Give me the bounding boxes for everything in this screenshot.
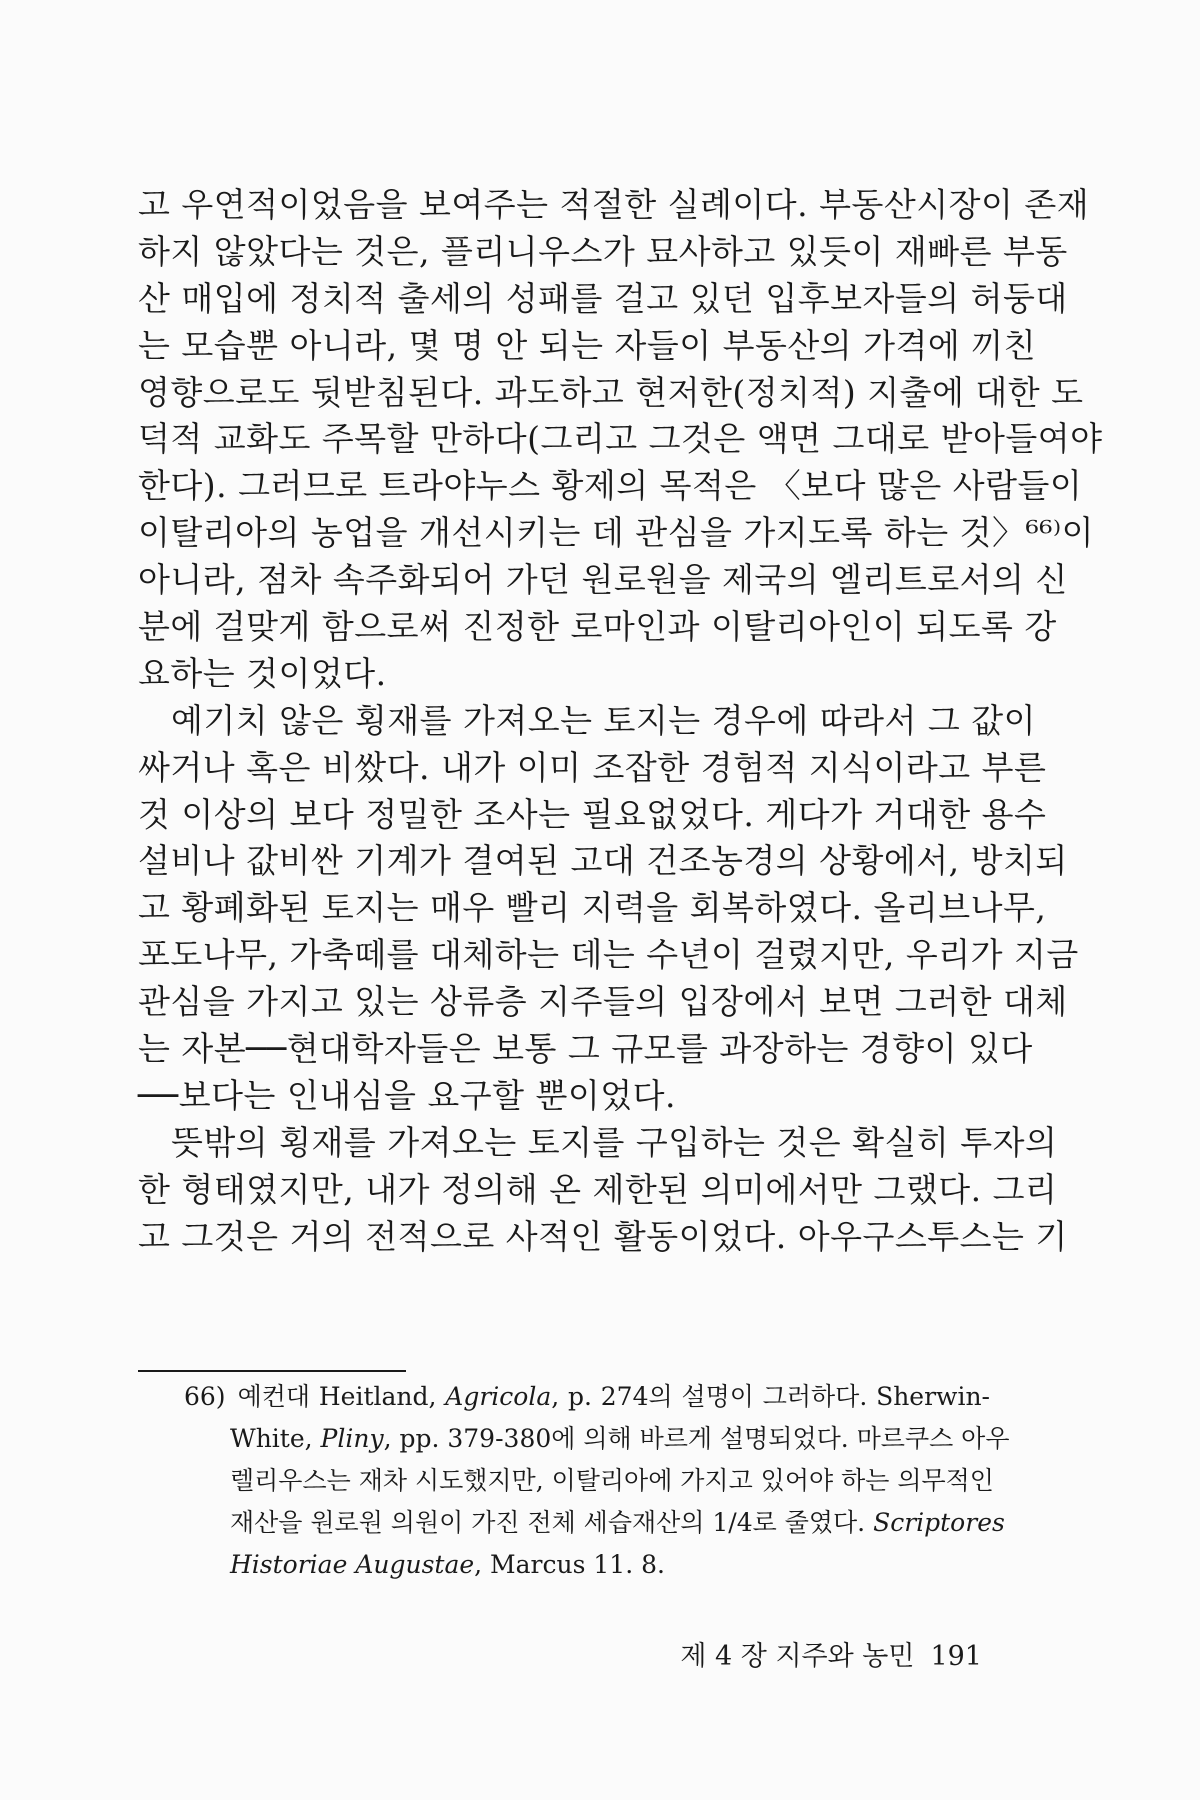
footnote-divider (138, 1370, 406, 1372)
body-line: 싸거나 혹은 비쌌다. 내가 이미 조잡한 경험적 지식이라고 부른 (138, 747, 1047, 787)
body-line: 덕적 교화도 주목할 만하다(그리고 그것은 액면 그대로 받아들여야 (138, 419, 1103, 459)
body-line: 요하는 것이었다. (138, 653, 387, 693)
body-line: 산 매입에 정치적 출세의 성패를 걸고 있던 입후보자들의 허둥대 (138, 278, 1068, 318)
body-line: ──보다는 인내심을 요구할 뿐이었다. (138, 1075, 676, 1115)
footnote-number: 66) (184, 1382, 226, 1411)
footnote (138, 1376, 1010, 1586)
footnote-line (138, 1544, 990, 1586)
chapter-title: 제 4 장 지주와 농민 (680, 1641, 915, 1672)
body-line: 아니라, 점차 속주화되어 가던 원로원을 제국의 엘리트로서의 신 (138, 560, 1068, 600)
footnote-text: , pp. 379-380에 의해 바르게 설명되었다. 마르쿠스 아우 (383, 1424, 1010, 1453)
body-text (138, 182, 1103, 1260)
body-line: 설비나 값비싼 기계가 결여된 고대 건조농경의 상황에서, 방치되 (138, 841, 1068, 881)
body-line: 고 그것은 거의 전적으로 사적인 활동이었다. 아우구스투스는 기 (138, 1216, 1068, 1256)
body-line: 한 형태였지만, 내가 정의해 온 제한된 의미에서만 그랬다. 그리 (138, 1169, 1058, 1209)
body-line: 것 이상의 보다 정밀한 조사는 필요없었다. 게다가 거대한 용수 (138, 794, 1047, 834)
body-line: 는 모습뿐 아니라, 몇 명 안 되는 자들이 부동산의 가격에 끼친 (138, 325, 1036, 365)
body-line: 하지 않았다는 것은, 플리니우스가 묘사하고 있듯이 재빠른 부동 (138, 231, 1068, 271)
body-line: 관심을 가지고 있는 상류층 지주들의 입장에서 보면 그러한 대체 (138, 982, 1068, 1022)
body-line: 예기치 않은 횡재를 가져오는 토지는 경우에 따라서 그 값이 (171, 700, 1036, 740)
page-number: 191 (930, 1641, 982, 1672)
footnote-line (138, 1460, 994, 1502)
footnote-text: , Marcus 11. 8. (474, 1550, 665, 1579)
footnote-title: Pliny (320, 1424, 384, 1453)
body-line: 는 자본──현대학자들은 보통 그 규모를 과장하는 경향이 있다 (138, 1029, 1033, 1069)
footnote-text: 렐리우스는 재차 시도했지만, 이탈리아에 가지고 있어야 하는 의무적인 (230, 1466, 994, 1495)
footnote-line (138, 1418, 1010, 1460)
body-line: 분에 걸맞게 함으로써 진정한 로마인과 이탈리아인이 되도록 강 (138, 607, 1057, 647)
body-line: 한다). 그러므로 트라야누스 황제의 목적은 〈보다 많은 사람들이 (138, 466, 1083, 506)
footnote-line (138, 1376, 990, 1418)
body-line: 고 우연적이었음을 보여주는 적절한 실례이다. 부동산시장이 존재 (138, 185, 1090, 224)
running-footer (680, 1634, 982, 1673)
body-line: 고 황폐화된 토지는 매우 빨리 지력을 회복하였다. 올리브나무, (138, 888, 1047, 928)
body-line: 영향으로도 뒷받침된다. 과도하고 현저한(정치적) 지출에 대한 도 (138, 372, 1084, 412)
footnote-title: Historiae Augustae (230, 1550, 475, 1579)
footnote-title: Scriptores (873, 1508, 1005, 1537)
footnote-text: 예컨대 Heitland, (237, 1382, 446, 1411)
footnote-title: Agricola (445, 1382, 552, 1411)
footnote-text: White, (230, 1424, 321, 1453)
body-line: 뜻밖의 횡재를 가져오는 토지를 구입하는 것은 확실히 투자의 (171, 1122, 1058, 1162)
footnote-text: , p. 274의 설명이 그러하다. Sherwin- (551, 1382, 990, 1411)
footnote-line (138, 1502, 1005, 1544)
body-line: 이탈리아의 농업을 개선시키는 데 관심을 가지도록 하는 것〉⁶⁶⁾이 (138, 513, 1094, 553)
body-line: 포도나무, 가축떼를 대체하는 데는 수년이 걸렸지만, 우리가 지금 (138, 935, 1079, 975)
footnote-text: 재산을 원로원 의원이 가진 전체 세습재산의 1/4로 줄였다. (230, 1508, 874, 1537)
